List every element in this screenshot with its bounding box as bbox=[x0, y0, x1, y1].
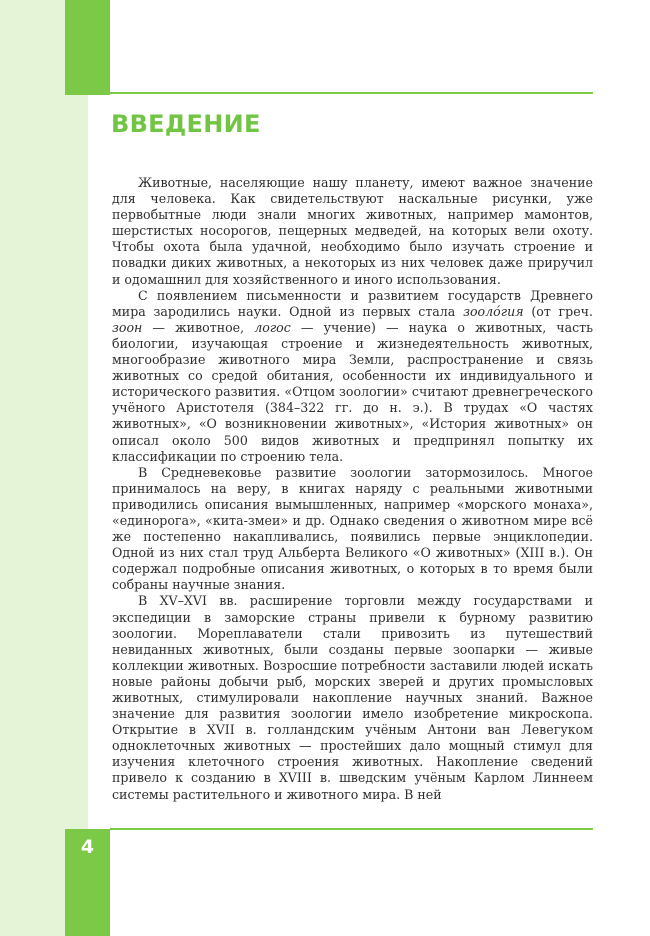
header-rule bbox=[110, 92, 593, 94]
margin-band-middle bbox=[0, 95, 88, 829]
paragraph-text: — животное, bbox=[142, 319, 255, 335]
paragraph-text: — учение) — наука о животных, часть биологии, изучающая строение и жизнедеятельность животных, многообразие животного мира Земли, распространение и связь животных со средой обитания, особенности их индивидуального и исторического развития. «Отцом зоологии» считают древнегреческого учёного Аристотеля (384–322 гг. до н. э.). В трудах «О частях животных», «О возникновении животных», «История животных» он описал около 500 видов животных и предпринял попытку их классификации по строению тела. bbox=[112, 319, 593, 464]
paragraph-renaissance: В XV–XVI вв. расширение торговли между государствами и экспедиции в заморские страны привели к бурному развитию зоологии. Мореплаватели стали привозить из путешествий невиданных животных, были созданы первые зоопарки — живые коллекции животных. Возросшие потребности заставили людей искать новые районы добычи рыб, морских зверей и других промысловых животных, стимулировали накопление научных знаний. Важное значение для развития зоологии имело изобретение микроскопа. Открытие в XVII в. голландским учёным Антони ван Левегуком одноклеточных животных — простейших дало мощный стимул для изучения клеточного строения животных. Накопление сведений привело к созданию в XVIII в. шведским учёным Карлом Линнеем системы растительного и животного мира. В ней bbox=[112, 593, 593, 802]
term-zoon: зоон bbox=[112, 319, 143, 335]
paragraph-ancient-science bbox=[112, 288, 593, 465]
term-zoology: зоолóгия bbox=[463, 303, 524, 319]
footer-rule bbox=[110, 828, 593, 830]
margin-band-top bbox=[0, 0, 65, 95]
header-accent-block bbox=[65, 0, 110, 95]
term-logos: логос bbox=[254, 319, 291, 335]
paragraph-text: С появлением письменности и развитием государств Древнего мира зародились науки. Одной из первых стала bbox=[112, 287, 593, 319]
margin-band-bottom bbox=[0, 829, 65, 936]
page-number: 4 bbox=[80, 836, 95, 858]
page-title: ВВЕДЕНИЕ bbox=[111, 110, 261, 138]
paragraph-middle-ages: В Средневековье развитие зоологии затормозилось. Многое принималось на веру, в книгах наряду с реальными животными приводились описания вымышленных, например «морского монаха», «единорога», «кита-змеи» и др. Однако сведения о животном мире всё же постепенно накапливались, появились первые энциклопедии. Одной из них стал труд Альберта Великого «О животных» (XIII в.). Он содержал подробные описания животных, о которых в то время были собраны научные знания. bbox=[112, 464, 593, 593]
body-text bbox=[112, 175, 593, 803]
paragraph-intro: Животные, населяющие нашу планету, имеют важное значение для человека. Как свидетельствуют наскальные рисунки, уже первобытные люди знали многих животных, например мамонтов, шерстистых носорогов, пещерных медведей, на которых вели охоту. Чтобы охота была удачной, необходимо было изучать строение и повадки диких животных, а некоторых из них человек даже приручил и одомашнил для хозяйственного и иного использования. bbox=[112, 175, 593, 287]
paragraph-text: (от греч. bbox=[523, 303, 593, 319]
